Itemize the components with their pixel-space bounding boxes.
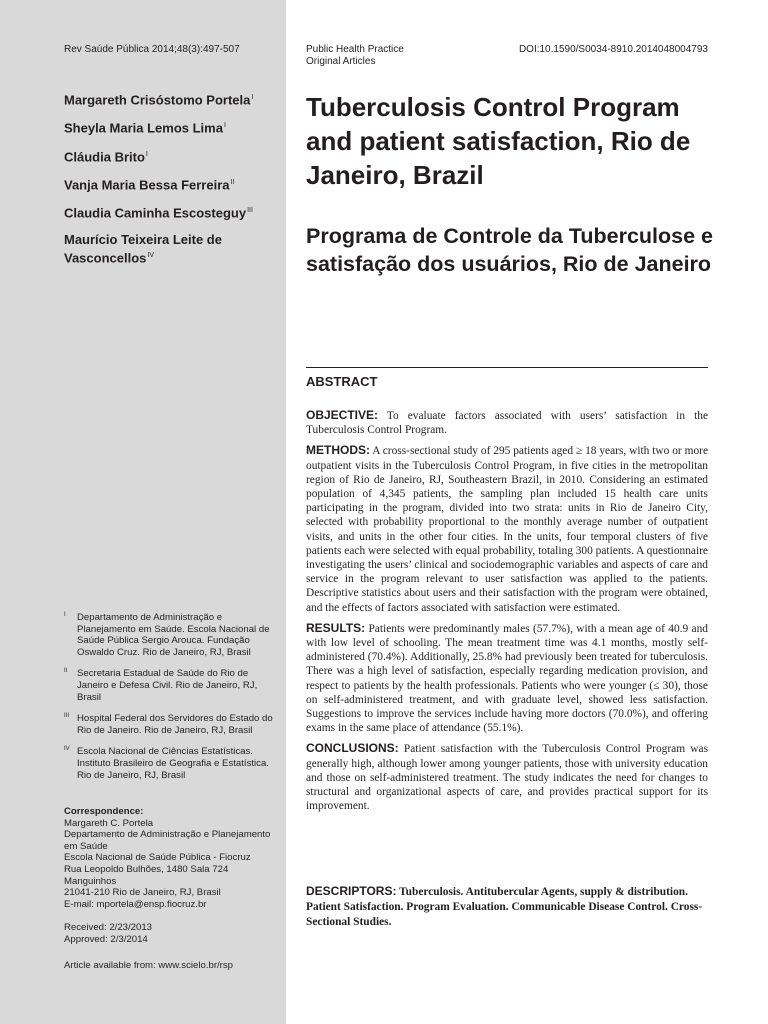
affiliation-mark: I [145,150,148,158]
author-name-text: Maurício Teixeira Leite de Vasconcellos [64,231,222,265]
methods-label: METHODS: [306,443,370,458]
descriptors-label: DESCRIPTORS: [306,884,397,898]
affiliation-text: Departamento de Administração e Planejamento em Saúde. Escola Nacional de Saúde Pública Sergio Arouca. Fundação Oswaldo Cruz. Rio de Janeiro, RJ, Brasil [77,612,270,658]
approved-date: Approved: 2/3/2014 [64,933,148,945]
affiliation-mark: IV [147,251,155,259]
affiliation-list [64,612,278,791]
affiliation-mark: II [230,178,235,186]
affiliation-mark: II [64,668,68,675]
author-name [64,90,280,108]
affiliation-item [64,612,278,658]
results-label: RESULTS: [306,620,366,635]
correspondence-heading: Correspondence: [64,806,144,817]
affiliation-text: Hospital Federal dos Servidores do Estado do Rio de Janeiro. Rio de Janeiro, RJ, Brasil [77,713,273,736]
correspondence-line: 21041-210 Rio de Janeiro, RJ, Brasil [64,887,221,899]
results-paragraph [306,621,708,736]
objective-text: To evaluate factors associated with users’ satisfaction in the Tuberculosis Control Program. [306,410,708,437]
objective-paragraph [306,408,708,437]
correspondence-line: Escola Nacional de Saúde Pública - Fiocruz [64,852,251,864]
methods-text: A cross-sectional study of 295 patients aged ≥ 18 years, with two or more outpatient visits in the Tuberculosis Control Program, in five cities in the metropolitan region of Rio de Janeiro, RJ, Southeastern Brazil, in 2010. Considering an estimated population of 4,345 patients, the sampling plan included 15 health care units participating in the program, divided into two strata: units in Rio de Janeiro City, selected with probability proportional to the monthly average number of outpatient visits, and units in the other four cities. In the units, four temporal clusters of five patients each were selected with equal probability, totaling 300 patients. A questionnaire investigating the users’ clinical and sociodemographic variables and aspects of care and service in the program relevant to user satisfaction was applied to the patients. Descriptive statistics about users and their satisfaction with the program were obtained, and the effects of factors associated with satisfaction were estimated. [306,445,709,614]
author-name [64,232,280,266]
author-list [64,90,280,276]
correspondence-line: Manguinhos [64,875,117,887]
author-name [64,118,280,136]
section-name: Public Health Practice [306,44,404,55]
article-section [306,44,404,68]
objective-label: OBJECTIVE: [306,408,379,422]
section-type: Original Articles [306,56,376,67]
affiliation-mark: IV [64,746,70,753]
abstract-divider [306,367,708,368]
author-name-text: Sheyla Maria Lemos Lima [64,120,223,136]
affiliation-text: Escola Nacional de Ciências Estatísticas. Instituto Brasileiro de Geografia e Estatística. Rio de Janeiro, RJ, Brasil [77,746,269,781]
correspondence-line: Rua Leopoldo Bulhões, 1480 Sala 724 [64,863,229,875]
methods-paragraph [306,443,708,614]
affiliation-mark: III [64,713,70,720]
affiliation-mark: I [64,612,66,618]
date-block [64,922,152,945]
received-date: Received: 2/23/2013 [64,922,153,933]
conclusions-text: Patient satisfaction with the Tuberculosis Control Program was generally high, although lower among younger patients, those with university education and those on self-administered treatment. The study indicates the need for changes to structural and organizational aspects of care, and provides practical support for its improvement. [306,743,708,813]
affiliation-item [64,713,278,736]
correspondence-line: Departamento de Administração e Planejamento em Saúde [64,829,271,852]
abstract-heading: ABSTRACT [306,374,378,389]
author-name [64,175,280,193]
conclusions-label: CONCLUSIONS: [306,741,399,756]
author-name [64,147,280,165]
author-name-text: Claudia Caminha Escosteguy [64,205,247,221]
article-availability: Article available from: www.scielo.br/rsp [64,960,234,971]
doi: DOI:10.1590/S0034-8910.2014048004793 [518,44,708,55]
affiliation-mark: III [247,207,253,215]
affiliation-mark: I [251,94,254,101]
title-portuguese: Programa de Controle da Tuberculose e satisfação dos usuários, Rio de Janeiro [306,224,713,276]
author-name-text: Cláudia Brito [64,148,145,164]
journal-citation: Rev Saúde Pública 2014;48(3):497-507 [64,44,240,55]
correspondence-block [64,806,280,910]
abstract-body [306,408,708,819]
affiliation-item [64,746,278,781]
results-text: Patients were predominantly males (57.7%), with a mean age of 40.9 and with low level of schooling. The mean treatment time was 4.1 months, mostly self-administered (70.4%). Additionally, 25.8% had previously been treated for tuberculosis. There was a high level of satisfaction, especially regarding medication provision, and respect to patients by the health professionals. Patients who were younger (≤ 30), those on self-administered treatment, and with graduate level, showed less satisfaction. Suggestions to improve the services include having more doctors (70.0%), and offering exams in the same place of attendance (55.1%). [306,622,708,735]
author-name-text: Vanja Maria Bessa Ferreira [64,177,230,193]
author-name-text: Margareth Crisóstomo Portela [64,92,251,108]
descriptors-paragraph [306,884,708,930]
title-english: Tuberculosis Control Program and patient satisfaction, Rio de Janeiro, Brazil [306,92,691,190]
correspondence-email: E-mail: mportela@ensp.fiocruz.br [64,898,207,910]
affiliation-text: Secretaria Estadual de Saúde do Rio de Janeiro e Defesa Civil. Rio de Janeiro, RJ, Brasil [77,668,258,703]
affiliation-mark: I [223,122,226,130]
correspondence-line: Margareth C. Portela [64,817,154,829]
conclusions-paragraph [306,741,708,813]
affiliation-item [64,668,278,703]
descriptors-text: Tuberculosis. Antitubercular Agents, supply & distribution. Patient Satisfaction. Program Evaluation. Communicable Disease Control. Cross-Sectional Studies. [306,886,703,928]
author-name [64,203,280,221]
